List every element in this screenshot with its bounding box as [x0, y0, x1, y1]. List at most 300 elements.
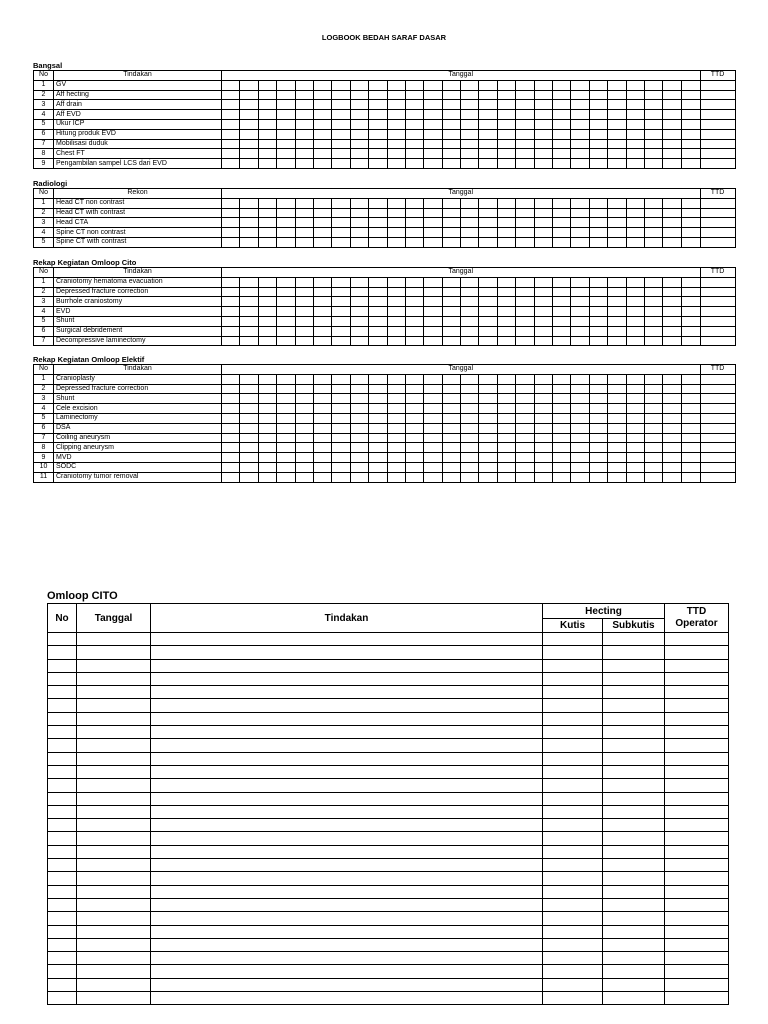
tanggal-cell[interactable]: [77, 633, 151, 646]
date-cell[interactable]: [258, 129, 276, 139]
tanggal-cell[interactable]: [77, 965, 151, 978]
date-cell[interactable]: [497, 326, 515, 336]
date-cell[interactable]: [553, 394, 571, 404]
signature-cell[interactable]: [700, 453, 735, 463]
date-cell[interactable]: [295, 80, 313, 90]
date-cell[interactable]: [350, 287, 368, 297]
date-cell[interactable]: [350, 208, 368, 218]
date-cell[interactable]: [277, 423, 295, 433]
date-cell[interactable]: [663, 462, 681, 472]
date-cell[interactable]: [497, 443, 515, 453]
date-cell[interactable]: [258, 119, 276, 129]
date-cell[interactable]: [644, 374, 662, 384]
subkutis-cell[interactable]: [603, 938, 665, 951]
date-cell[interactable]: [369, 218, 387, 228]
date-cell[interactable]: [553, 433, 571, 443]
date-cell[interactable]: [516, 453, 534, 463]
subkutis-cell[interactable]: [603, 965, 665, 978]
date-cell[interactable]: [534, 394, 552, 404]
date-cell[interactable]: [387, 237, 405, 247]
date-cell[interactable]: [497, 90, 515, 100]
date-cell[interactable]: [277, 139, 295, 149]
date-cell[interactable]: [295, 384, 313, 394]
date-cell[interactable]: [387, 404, 405, 414]
date-cell[interactable]: [277, 433, 295, 443]
date-cell[interactable]: [497, 237, 515, 247]
date-cell[interactable]: [461, 129, 479, 139]
date-cell[interactable]: [497, 149, 515, 159]
date-cell[interactable]: [479, 307, 497, 317]
date-cell[interactable]: [313, 149, 331, 159]
date-cell[interactable]: [461, 443, 479, 453]
date-cell[interactable]: [424, 149, 442, 159]
date-cell[interactable]: [350, 110, 368, 120]
date-cell[interactable]: [350, 100, 368, 110]
date-cell[interactable]: [553, 159, 571, 169]
date-cell[interactable]: [277, 297, 295, 307]
date-cell[interactable]: [681, 433, 700, 443]
date-cell[interactable]: [332, 413, 350, 423]
date-cell[interactable]: [516, 139, 534, 149]
date-cell[interactable]: [589, 198, 607, 208]
date-cell[interactable]: [589, 129, 607, 139]
date-cell[interactable]: [424, 472, 442, 482]
date-cell[interactable]: [258, 453, 276, 463]
date-cell[interactable]: [222, 336, 240, 346]
date-cell[interactable]: [258, 326, 276, 336]
date-cell[interactable]: [644, 119, 662, 129]
date-cell[interactable]: [608, 139, 626, 149]
date-cell[interactable]: [424, 277, 442, 287]
date-cell[interactable]: [681, 80, 700, 90]
date-cell[interactable]: [295, 413, 313, 423]
signature-cell[interactable]: [700, 159, 735, 169]
date-cell[interactable]: [332, 237, 350, 247]
date-cell[interactable]: [277, 316, 295, 326]
no-cell[interactable]: [48, 633, 77, 646]
date-cell[interactable]: [405, 472, 423, 482]
date-cell[interactable]: [534, 413, 552, 423]
date-cell[interactable]: [387, 394, 405, 404]
kutis-cell[interactable]: [543, 699, 603, 712]
no-cell[interactable]: [48, 845, 77, 858]
date-cell[interactable]: [277, 453, 295, 463]
date-cell[interactable]: [663, 139, 681, 149]
date-cell[interactable]: [350, 139, 368, 149]
date-cell[interactable]: [571, 277, 589, 287]
date-cell[interactable]: [222, 394, 240, 404]
date-cell[interactable]: [258, 218, 276, 228]
date-cell[interactable]: [442, 472, 460, 482]
date-cell[interactable]: [258, 139, 276, 149]
kutis-cell[interactable]: [543, 912, 603, 925]
date-cell[interactable]: [332, 149, 350, 159]
date-cell[interactable]: [240, 110, 258, 120]
date-cell[interactable]: [497, 159, 515, 169]
date-cell[interactable]: [516, 228, 534, 238]
date-cell[interactable]: [350, 443, 368, 453]
date-cell[interactable]: [663, 80, 681, 90]
date-cell[interactable]: [461, 472, 479, 482]
date-cell[interactable]: [222, 119, 240, 129]
date-cell[interactable]: [663, 297, 681, 307]
kutis-cell[interactable]: [543, 805, 603, 818]
date-cell[interactable]: [222, 277, 240, 287]
date-cell[interactable]: [626, 100, 644, 110]
date-cell[interactable]: [313, 443, 331, 453]
date-cell[interactable]: [258, 384, 276, 394]
date-cell[interactable]: [405, 90, 423, 100]
kutis-cell[interactable]: [543, 992, 603, 1005]
date-cell[interactable]: [571, 433, 589, 443]
date-cell[interactable]: [258, 159, 276, 169]
operator-signature-cell[interactable]: [665, 965, 729, 978]
date-cell[interactable]: [405, 336, 423, 346]
date-cell[interactable]: [461, 433, 479, 443]
signature-cell[interactable]: [700, 394, 735, 404]
date-cell[interactable]: [442, 443, 460, 453]
date-cell[interactable]: [681, 374, 700, 384]
no-cell[interactable]: [48, 925, 77, 938]
date-cell[interactable]: [222, 413, 240, 423]
operator-signature-cell[interactable]: [665, 992, 729, 1005]
date-cell[interactable]: [277, 110, 295, 120]
date-cell[interactable]: [681, 119, 700, 129]
date-cell[interactable]: [442, 228, 460, 238]
date-cell[interactable]: [295, 326, 313, 336]
date-cell[interactable]: [461, 208, 479, 218]
date-cell[interactable]: [442, 297, 460, 307]
date-cell[interactable]: [626, 237, 644, 247]
date-cell[interactable]: [424, 139, 442, 149]
date-cell[interactable]: [222, 404, 240, 414]
date-cell[interactable]: [258, 423, 276, 433]
operator-signature-cell[interactable]: [665, 912, 729, 925]
date-cell[interactable]: [553, 413, 571, 423]
date-cell[interactable]: [553, 307, 571, 317]
no-cell[interactable]: [48, 938, 77, 951]
kutis-cell[interactable]: [543, 686, 603, 699]
date-cell[interactable]: [405, 277, 423, 287]
date-cell[interactable]: [644, 100, 662, 110]
date-cell[interactable]: [553, 218, 571, 228]
date-cell[interactable]: [663, 90, 681, 100]
date-cell[interactable]: [516, 129, 534, 139]
date-cell[interactable]: [369, 453, 387, 463]
date-cell[interactable]: [240, 129, 258, 139]
date-cell[interactable]: [553, 129, 571, 139]
date-cell[interactable]: [497, 462, 515, 472]
date-cell[interactable]: [497, 307, 515, 317]
date-cell[interactable]: [534, 443, 552, 453]
date-cell[interactable]: [497, 80, 515, 90]
date-cell[interactable]: [534, 326, 552, 336]
date-cell[interactable]: [644, 149, 662, 159]
date-cell[interactable]: [240, 453, 258, 463]
date-cell[interactable]: [589, 149, 607, 159]
date-cell[interactable]: [479, 316, 497, 326]
date-cell[interactable]: [461, 159, 479, 169]
date-cell[interactable]: [534, 433, 552, 443]
date-cell[interactable]: [589, 374, 607, 384]
date-cell[interactable]: [313, 316, 331, 326]
date-cell[interactable]: [534, 316, 552, 326]
date-cell[interactable]: [222, 423, 240, 433]
date-cell[interactable]: [571, 472, 589, 482]
date-cell[interactable]: [369, 287, 387, 297]
date-cell[interactable]: [295, 297, 313, 307]
date-cell[interactable]: [553, 443, 571, 453]
date-cell[interactable]: [534, 90, 552, 100]
date-cell[interactable]: [442, 287, 460, 297]
date-cell[interactable]: [608, 129, 626, 139]
date-cell[interactable]: [295, 208, 313, 218]
date-cell[interactable]: [534, 149, 552, 159]
date-cell[interactable]: [424, 336, 442, 346]
kutis-cell[interactable]: [543, 965, 603, 978]
operator-signature-cell[interactable]: [665, 925, 729, 938]
subkutis-cell[interactable]: [603, 779, 665, 792]
date-cell[interactable]: [313, 287, 331, 297]
date-cell[interactable]: [479, 198, 497, 208]
kutis-cell[interactable]: [543, 872, 603, 885]
date-cell[interactable]: [644, 326, 662, 336]
date-cell[interactable]: [277, 277, 295, 287]
signature-cell[interactable]: [700, 129, 735, 139]
date-cell[interactable]: [387, 129, 405, 139]
date-cell[interactable]: [369, 433, 387, 443]
date-cell[interactable]: [387, 316, 405, 326]
date-cell[interactable]: [240, 90, 258, 100]
date-cell[interactable]: [608, 237, 626, 247]
date-cell[interactable]: [424, 129, 442, 139]
date-cell[interactable]: [350, 80, 368, 90]
date-cell[interactable]: [608, 297, 626, 307]
date-cell[interactable]: [534, 472, 552, 482]
date-cell[interactable]: [681, 307, 700, 317]
date-cell[interactable]: [461, 307, 479, 317]
date-cell[interactable]: [608, 374, 626, 384]
date-cell[interactable]: [461, 394, 479, 404]
signature-cell[interactable]: [700, 413, 735, 423]
date-cell[interactable]: [258, 297, 276, 307]
date-cell[interactable]: [313, 326, 331, 336]
date-cell[interactable]: [608, 110, 626, 120]
date-cell[interactable]: [644, 462, 662, 472]
date-cell[interactable]: [240, 307, 258, 317]
date-cell[interactable]: [222, 453, 240, 463]
operator-signature-cell[interactable]: [665, 898, 729, 911]
date-cell[interactable]: [681, 384, 700, 394]
date-cell[interactable]: [277, 198, 295, 208]
date-cell[interactable]: [222, 110, 240, 120]
date-cell[interactable]: [387, 326, 405, 336]
date-cell[interactable]: [369, 423, 387, 433]
date-cell[interactable]: [295, 119, 313, 129]
tanggal-cell[interactable]: [77, 659, 151, 672]
date-cell[interactable]: [497, 472, 515, 482]
date-cell[interactable]: [332, 404, 350, 414]
date-cell[interactable]: [534, 218, 552, 228]
date-cell[interactable]: [442, 149, 460, 159]
date-cell[interactable]: [295, 149, 313, 159]
tindakan-cell[interactable]: [151, 686, 543, 699]
date-cell[interactable]: [644, 287, 662, 297]
date-cell[interactable]: [497, 394, 515, 404]
subkutis-cell[interactable]: [603, 712, 665, 725]
date-cell[interactable]: [369, 149, 387, 159]
subkutis-cell[interactable]: [603, 739, 665, 752]
date-cell[interactable]: [369, 472, 387, 482]
date-cell[interactable]: [313, 119, 331, 129]
date-cell[interactable]: [516, 208, 534, 218]
date-cell[interactable]: [534, 453, 552, 463]
signature-cell[interactable]: [700, 433, 735, 443]
date-cell[interactable]: [258, 443, 276, 453]
date-cell[interactable]: [332, 326, 350, 336]
signature-cell[interactable]: [700, 237, 735, 247]
date-cell[interactable]: [479, 374, 497, 384]
date-cell[interactable]: [424, 218, 442, 228]
date-cell[interactable]: [240, 336, 258, 346]
date-cell[interactable]: [663, 149, 681, 159]
date-cell[interactable]: [405, 394, 423, 404]
date-cell[interactable]: [442, 453, 460, 463]
date-cell[interactable]: [240, 326, 258, 336]
tindakan-cell[interactable]: [151, 938, 543, 951]
date-cell[interactable]: [626, 277, 644, 287]
date-cell[interactable]: [258, 462, 276, 472]
date-cell[interactable]: [461, 80, 479, 90]
date-cell[interactable]: [681, 443, 700, 453]
date-cell[interactable]: [589, 423, 607, 433]
kutis-cell[interactable]: [543, 726, 603, 739]
operator-signature-cell[interactable]: [665, 978, 729, 991]
date-cell[interactable]: [295, 139, 313, 149]
date-cell[interactable]: [497, 218, 515, 228]
date-cell[interactable]: [442, 218, 460, 228]
date-cell[interactable]: [442, 384, 460, 394]
no-cell[interactable]: [48, 978, 77, 991]
date-cell[interactable]: [589, 119, 607, 129]
date-cell[interactable]: [497, 374, 515, 384]
date-cell[interactable]: [571, 159, 589, 169]
date-cell[interactable]: [332, 336, 350, 346]
date-cell[interactable]: [222, 198, 240, 208]
tindakan-cell[interactable]: [151, 978, 543, 991]
kutis-cell[interactable]: [543, 646, 603, 659]
date-cell[interactable]: [571, 316, 589, 326]
date-cell[interactable]: [571, 228, 589, 238]
date-cell[interactable]: [626, 80, 644, 90]
date-cell[interactable]: [589, 110, 607, 120]
date-cell[interactable]: [626, 326, 644, 336]
date-cell[interactable]: [479, 336, 497, 346]
tindakan-cell[interactable]: [151, 832, 543, 845]
date-cell[interactable]: [295, 277, 313, 287]
date-cell[interactable]: [350, 297, 368, 307]
date-cell[interactable]: [479, 149, 497, 159]
date-cell[interactable]: [369, 277, 387, 287]
no-cell[interactable]: [48, 952, 77, 965]
date-cell[interactable]: [295, 198, 313, 208]
date-cell[interactable]: [663, 159, 681, 169]
date-cell[interactable]: [589, 462, 607, 472]
date-cell[interactable]: [461, 374, 479, 384]
date-cell[interactable]: [461, 119, 479, 129]
date-cell[interactable]: [258, 237, 276, 247]
subkutis-cell[interactable]: [603, 752, 665, 765]
date-cell[interactable]: [424, 413, 442, 423]
no-cell[interactable]: [48, 859, 77, 872]
date-cell[interactable]: [222, 316, 240, 326]
operator-signature-cell[interactable]: [665, 779, 729, 792]
operator-signature-cell[interactable]: [665, 845, 729, 858]
date-cell[interactable]: [681, 297, 700, 307]
date-cell[interactable]: [461, 90, 479, 100]
date-cell[interactable]: [313, 297, 331, 307]
date-cell[interactable]: [553, 149, 571, 159]
tindakan-cell[interactable]: [151, 885, 543, 898]
date-cell[interactable]: [534, 139, 552, 149]
date-cell[interactable]: [497, 287, 515, 297]
date-cell[interactable]: [681, 336, 700, 346]
date-cell[interactable]: [313, 218, 331, 228]
date-cell[interactable]: [424, 297, 442, 307]
date-cell[interactable]: [681, 149, 700, 159]
date-cell[interactable]: [442, 433, 460, 443]
date-cell[interactable]: [240, 119, 258, 129]
date-cell[interactable]: [240, 218, 258, 228]
date-cell[interactable]: [461, 316, 479, 326]
date-cell[interactable]: [350, 404, 368, 414]
date-cell[interactable]: [626, 384, 644, 394]
date-cell[interactable]: [313, 129, 331, 139]
date-cell[interactable]: [258, 336, 276, 346]
no-cell[interactable]: [48, 739, 77, 752]
date-cell[interactable]: [681, 228, 700, 238]
date-cell[interactable]: [516, 423, 534, 433]
date-cell[interactable]: [405, 453, 423, 463]
date-cell[interactable]: [277, 336, 295, 346]
date-cell[interactable]: [240, 316, 258, 326]
tanggal-cell[interactable]: [77, 819, 151, 832]
signature-cell[interactable]: [700, 198, 735, 208]
date-cell[interactable]: [626, 374, 644, 384]
date-cell[interactable]: [663, 307, 681, 317]
date-cell[interactable]: [387, 110, 405, 120]
date-cell[interactable]: [222, 80, 240, 90]
date-cell[interactable]: [387, 433, 405, 443]
date-cell[interactable]: [608, 119, 626, 129]
date-cell[interactable]: [332, 394, 350, 404]
date-cell[interactable]: [313, 277, 331, 287]
date-cell[interactable]: [571, 110, 589, 120]
date-cell[interactable]: [350, 228, 368, 238]
date-cell[interactable]: [369, 307, 387, 317]
date-cell[interactable]: [240, 404, 258, 414]
date-cell[interactable]: [461, 198, 479, 208]
operator-signature-cell[interactable]: [665, 765, 729, 778]
date-cell[interactable]: [479, 119, 497, 129]
date-cell[interactable]: [663, 336, 681, 346]
date-cell[interactable]: [240, 297, 258, 307]
date-cell[interactable]: [534, 100, 552, 110]
date-cell[interactable]: [663, 218, 681, 228]
date-cell[interactable]: [608, 443, 626, 453]
date-cell[interactable]: [350, 119, 368, 129]
date-cell[interactable]: [424, 90, 442, 100]
